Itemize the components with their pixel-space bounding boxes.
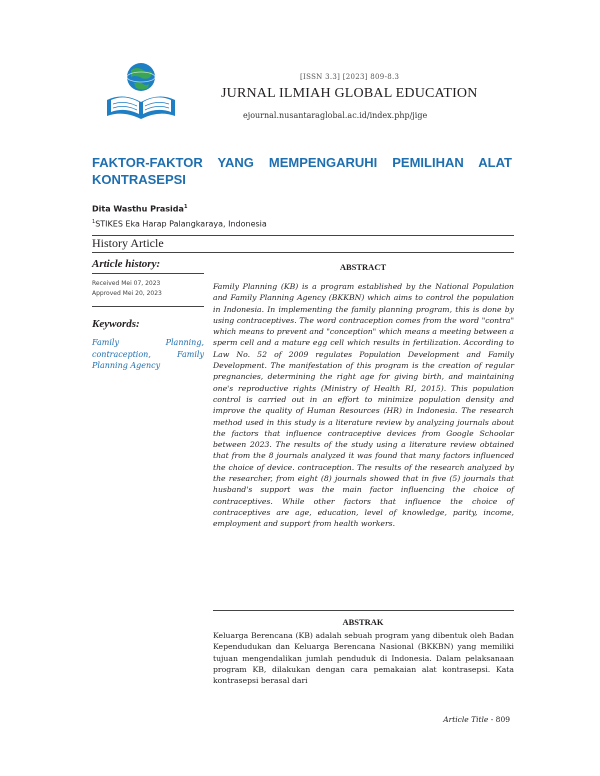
journal-url[interactable]: ejournal.nusantaraglobal.ac.id/index.php/jige [243, 111, 428, 120]
divider [92, 252, 514, 253]
divider [92, 306, 204, 307]
journal-logo [101, 60, 181, 124]
received-date: Received Mei 07, 2023 [92, 280, 161, 287]
footer-separator: - [490, 715, 494, 724]
article-title: FAKTOR-FAKTOR YANG MEMPENGARUHI PEMILIHAN ALAT KONTRASEPSI [92, 155, 512, 187]
approved-date: Approved Mei 20, 2023 [92, 290, 162, 297]
affiliation-text: STIKES Eka Harap Palangkaraya, Indonesia [95, 219, 267, 229]
affiliation-sup: 1 [92, 219, 96, 225]
abstract-heading: ABSTRACT [339, 262, 387, 272]
issn-line: [ISSN 3.3] [2023] 809-8.3 [300, 73, 400, 81]
globe-icon [127, 63, 155, 91]
page-footer [443, 715, 510, 724]
author-sup: 1 [183, 204, 188, 210]
footer-label: Article Title [443, 715, 489, 724]
keywords-list: Family Planning, contraception, Family Planning Agency [92, 338, 204, 370]
page-number: 809 [495, 715, 510, 724]
history-section-label: History Article [92, 236, 164, 250]
open-book-icon [107, 96, 175, 119]
abstrak-heading: ABSTRAK [342, 617, 384, 627]
divider [213, 610, 514, 611]
divider [92, 273, 204, 274]
abstrak-text: Keluarga Berencana (KB) adalah sebuah program yang dibentuk oleh Badan Kependudukan dan Keluarga Berencana Nasional (BKKBN) yang memiliki tujuan mengendalikan jumlah penduduk di Indonesia. Dalam pelaksanaan program KB, dilakukan dengan cara pemakaian alat kontrasepsi. Kata kontrasepsi berasal dari [213, 631, 514, 686]
abstract-text: Family Planning (KB) is a program established by the National Population and Family Planning Agency (BKKBN) which aims to control the population in Indonesia. In implementing the family planning program, this is done by using contraceptives. The word contraception comes from the word "contra" which means to prevent and "conception" which means a meeting between a sperm cell and a mature egg cell which results in fertilization. According to Law No. 52 of 2009 regulates Population Development and Family Development. The manifestation of this program is the creation of regular pregnancies, determining the right age for giving birth, and maintaining one's reproductive rights (Ministry of Health RI, 2015). This population control is carried out in an effort to minimize population density and improve the quality of Human Resources (HR) in Indonesia. The research method used in this study is a literature review by analyzing journals about the factors that influence contraceptive devices from Google Schoolar between 2023. The results of the study using a literature review obtained that from the 8 journals analyzed it was found that many factors influenced the choice of device. contraception. The results of the research analyzed by the researcher, from eight (8) journals showed that in five (5) journals that husband's support was the main factor influencing the choice of contraceptives. While other factors that influence the choice of contraceptives are age, education, level of knowledge, parity, income, employment and support from health workers. [213, 282, 514, 529]
author-name: Dita Wasthu Prasida [92, 204, 184, 214]
affiliation [92, 219, 267, 229]
article-history-heading: Article history: [92, 258, 161, 270]
author [92, 204, 187, 214]
journal-title: JURNAL ILMIAH GLOBAL EDUCATION [221, 86, 478, 101]
keywords-heading: Keywords: [92, 318, 140, 330]
